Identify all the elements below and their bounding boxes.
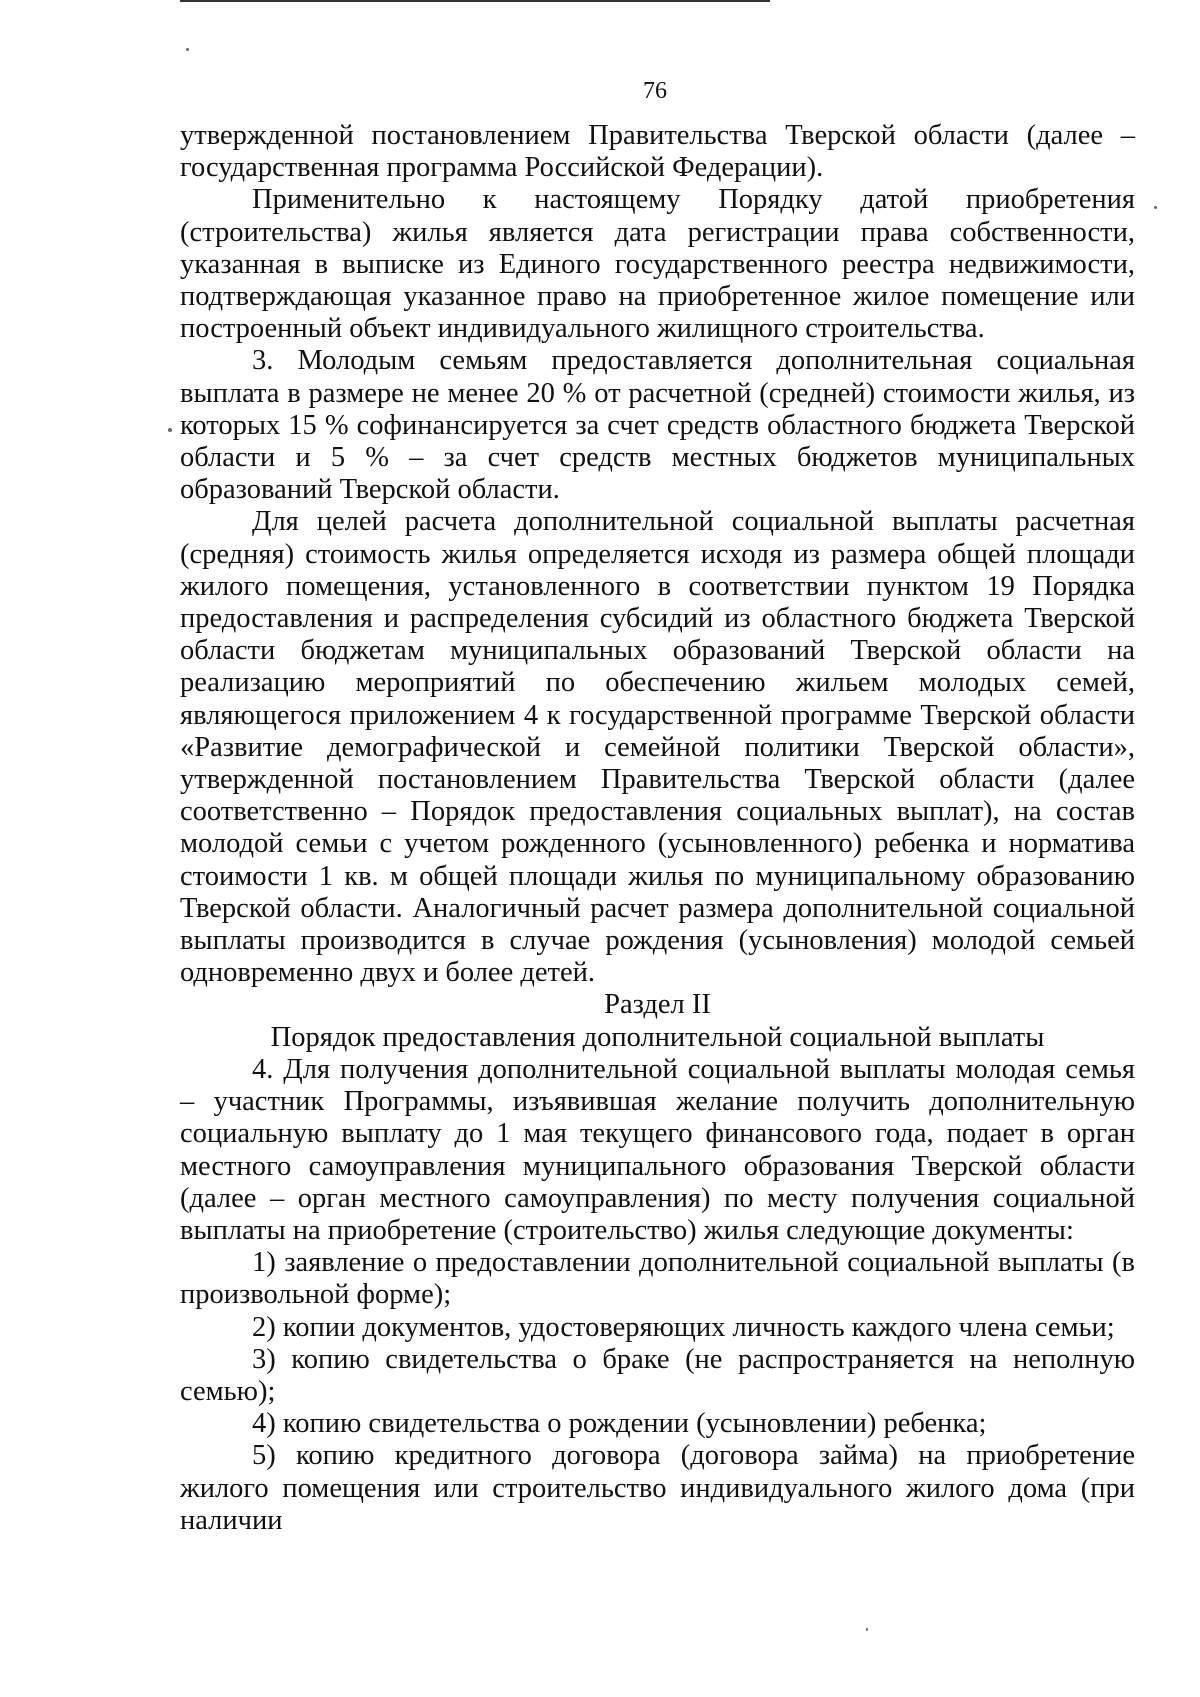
scan-speck <box>1154 206 1157 209</box>
page-number: 76 <box>643 78 667 104</box>
paragraph-continuation: утвержденной постановлением Правительства Тверской области (далее – государственная программа Российской Федерации). <box>180 120 1135 184</box>
list-item-1: 1) заявление о предоставлении дополнительной социальной выплаты (в произвольной форме); <box>180 1247 1135 1311</box>
paragraph-clause-4: 4. Для получения дополнительной социальной выплаты молодая семья – участник Программы, изъявившая желание получить дополнительную социальную выплату до 1 мая текущего финансового года, подает в орган местного самоуправления муниципального образования Тверской области (далее – орган местного самоуправления) по месту получения социальной выплаты на приобретение (строительство) жилья следующие документы: <box>180 1053 1135 1246</box>
scan-speck <box>186 48 189 51</box>
scan-speck <box>168 428 172 432</box>
list-item-3: 3) копию свидетельства о браке (не распространяется на неполную семью); <box>180 1343 1135 1407</box>
scan-speck <box>866 1628 868 1631</box>
paragraph-calculation: Для целей расчета дополнительной социальной выплаты расчетная (средняя) стоимость жилья определяется исходя из размера общей площади жилого помещения, установленного в соответствии пунктом 19 Порядка предоставления и распределения субсидий из областного бюджета Тверской области бюджетам муниципальных образований Тверской области на реализацию мероприятий по обеспечению жильем молодых семей, являющегося приложением 4 к государственной программе Тверской области «Развитие демографической и семейной политики Тверской области», утвержденной постановлением Правительства Тверской области (далее соответственно – Порядок предоставления социальных выплат), на состав молодой семьи с учетом рожденного (усыновленного) ребенка и норматива стоимости 1 кв. м общей площади жилья по муниципальному образованию Тверской области. Аналогичный расчет размера дополнительной социальной выплаты производится в случае рождения (усыновления) молодой семьей одновременно двух и более детей. <box>180 506 1135 989</box>
paragraph-acquisition-date: Применительно к настоящему Порядку датой приобретения (строительства) жилья является дата регистрации права собственности, указанная в выписке из Единого государственного реестра недвижимости, подтверждающая указанное право на приобретенное жилое помещение или построенный объект индивидуального жилищного строительства. <box>180 184 1135 345</box>
scan-top-border <box>180 0 770 2</box>
section-title: Порядок предоставления дополнительной социальной выплаты <box>270 1021 1045 1053</box>
list-item-2: 2) копии документов, удостоверяющих личность каждого члена семьи; <box>252 1311 1115 1343</box>
paragraph-clause-3: 3. Молодым семьям предоставляется дополнительная социальная выплата в размере не менее 20 % от расчетной (средней) стоимости жилья, из которых 15 % софинансируется за счет средств областного бюджета Тверской области и 5 % – за счет средств местных бюджетов муниципальных образований Тверской области. <box>180 345 1135 506</box>
list-item-4: 4) копию свидетельства о рождении (усыновлении) ребенка; <box>252 1408 987 1440</box>
list-item-5: 5) копию кредитного договора (договора займа) на приобретение жилого помещения или строительство индивидуального жилого дома (при наличии <box>180 1440 1135 1536</box>
section-number: Раздел II <box>604 989 711 1021</box>
document-body <box>180 120 1135 1537</box>
